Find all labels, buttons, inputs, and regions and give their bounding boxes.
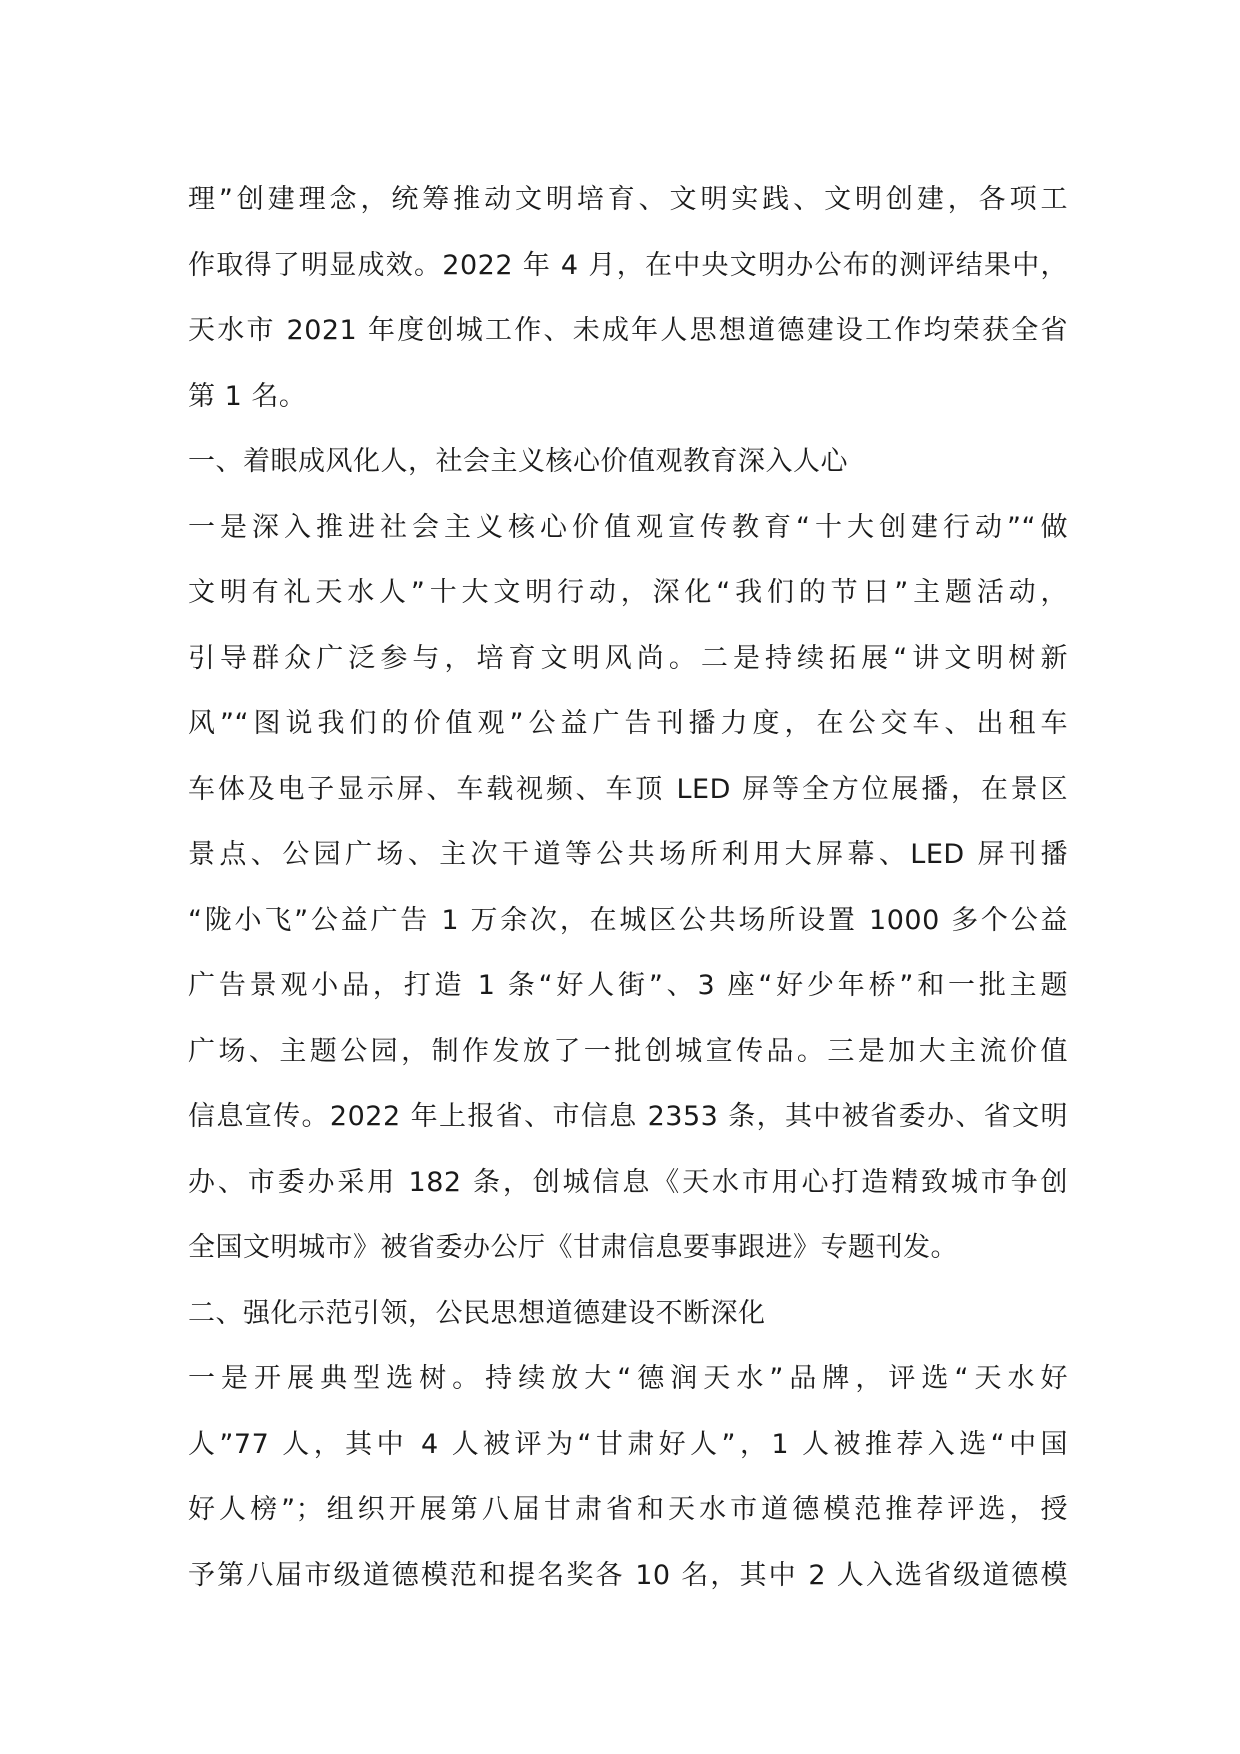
text-line: 一是深入推进社会主义核心价值观宣传教育“十大创建行动”“做 (188, 511, 1068, 543)
text-line: 天水市 2021 年度创城工作、未成年人思想道德建设工作均荣获全省 (188, 315, 1068, 346)
text-line: “陇小飞”公益广告 1 万余次，在城区公共场所设置 1000 多个公益 (188, 904, 1068, 936)
text-line: 引导群众广泛参与，培育文明风尚。二是持续拓展“讲文明树新 (188, 642, 1068, 674)
text-line: 景点、公园广场、主次干道等公共场所利用大屏幕、LED 屏刊播 (188, 839, 1068, 870)
text-line: 车体及电子显示屏、车载视频、车顶 LED 屏等全方位展播，在景区 (188, 773, 1068, 805)
section-heading-2: 二、强化示范引领，公民思想道德建设不断深化 (188, 1297, 766, 1329)
text-line: 办、市委办采用 182 条，创城信息《天水市用心打造精致城市争创 (188, 1166, 1068, 1198)
text-line: 广场、主题公园，制作发放了一批创城宣传品。三是加大主流价值 (188, 1035, 1068, 1067)
section-heading-1: 一、着眼成风化人，社会主义核心价值观教育深入人心 (188, 446, 848, 477)
text-line: 广告景观小品，打造 1 条“好人街”、3 座“好少年桥”和一批主题 (188, 970, 1068, 1001)
text-line: 予第八届市级道德模范和提名奖各 10 名，其中 2 人入选省级道德模 (188, 1559, 1068, 1591)
text-line: 风”“图说我们的价值观”公益广告刊播力度，在公交车、出租车 (188, 708, 1068, 739)
text-line: 人”77 人，其中 4 人被评为“甘肃好人”，1 人被推荐入选“中国 (188, 1428, 1068, 1460)
text-line: 好人榜”；组织开展第八届甘肃省和天水市道德模范推荐评选，授 (188, 1494, 1068, 1525)
text-line: 文明有礼天水人”十大文明行动，深化“我们的节日”主题活动， (188, 577, 1068, 608)
text-line: 信息宣传。2022 年上报省、市信息 2353 条，其中被省委办、省文明 (188, 1101, 1068, 1132)
text-line: 第 1 名。 (188, 380, 307, 412)
text-line: 一是开展典型选树。持续放大“德润天水”品牌，评选“天水好 (188, 1363, 1068, 1394)
document-body (188, 167, 1068, 1608)
text-line: 作取得了明显成效。2022 年 4 月，在中央文明办公布的测评结果中， (188, 249, 1068, 281)
text-line: 全国文明城市》被省委办公厅《甘肃信息要事跟进》专题刊发。 (188, 1232, 958, 1263)
text-line: 理”创建理念，统筹推动文明培育、文明实践、文明创建，各项工 (188, 184, 1068, 215)
